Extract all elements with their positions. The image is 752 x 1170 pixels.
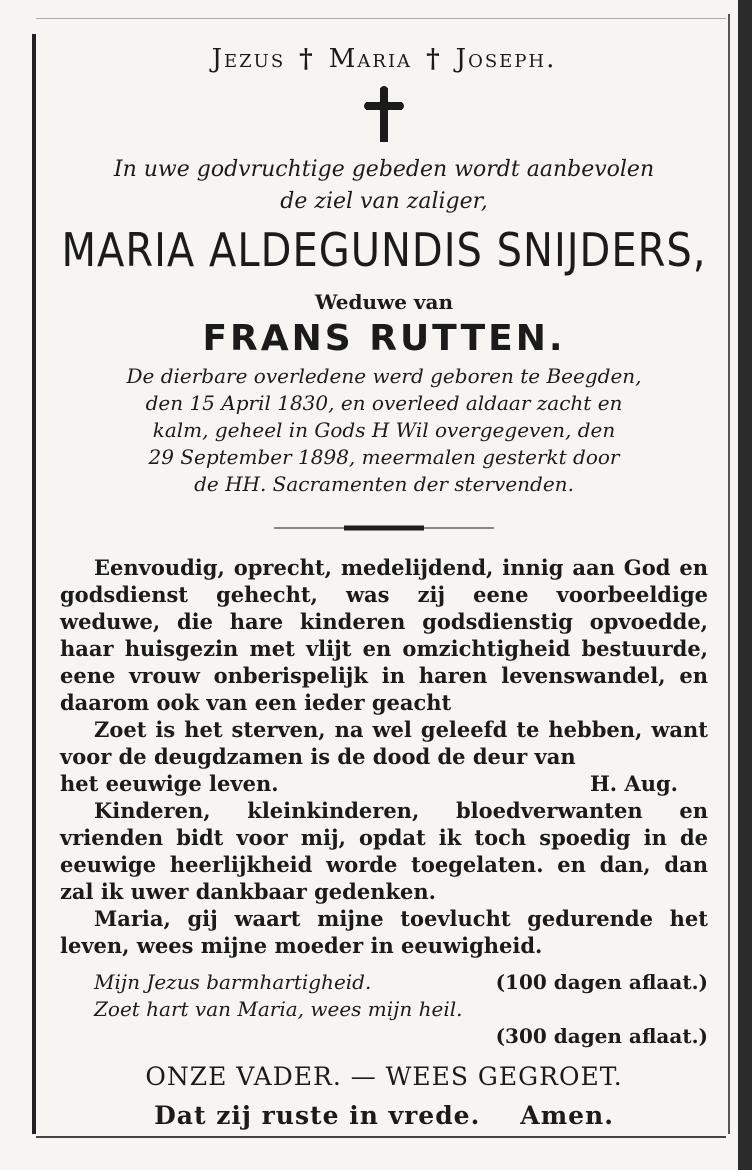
frame-bottom-rule — [36, 1136, 726, 1138]
deceased-name: MARIA ALDEGUNDIS SNIJDERS, — [61, 224, 707, 278]
bio-line-3: kalm, geheel in Gods H Wil overgegeven, den — [152, 418, 616, 442]
frame-left-rule — [32, 34, 36, 1134]
spouse-name: FRANS RUTTEN. — [202, 318, 566, 359]
bio-line-1: De dierbare overledene werd geboren te Beegden, — [126, 364, 642, 388]
header-separator-1: † — [299, 44, 315, 74]
prayer-row-1 — [94, 969, 708, 996]
bio-line-5: de HH. Sacramenten der stervenden. — [194, 472, 574, 496]
intro-line-2: de ziel van zaliger, — [280, 189, 488, 214]
ornamental-divider — [274, 524, 494, 532]
bio-line-4: 29 September 1898, meermalen gesterkt door — [148, 445, 620, 469]
memorial-card — [60, 40, 708, 1130]
scan-edge-shadow — [738, 0, 752, 1170]
eulogy-paragraph-2-end — [60, 770, 708, 797]
prayer-line-2: Zoet hart van Maria, wees mijn heil. — [94, 997, 463, 1021]
header-holy-family — [60, 44, 708, 74]
header-joseph: Joseph. — [455, 44, 557, 74]
final-blessing — [60, 1101, 708, 1130]
bio-line-2: den 15 April 1830, en overleed aldaar zacht en — [145, 391, 623, 415]
widow-of-label: Weduwe van — [314, 290, 454, 314]
header-jezus: Jezus — [211, 44, 286, 74]
eulogy-paragraph-4: Maria, gij waart mijne toevlucht gedurende het leven, wees mijne moeder in eeuwigheid. — [60, 906, 708, 958]
eulogy-paragraph-3: Kinderen, kleinkinderen, bloedverwanten en vrienden bidt voor mij, opdat ik toch spoedig in de eeuwige heerlijkheid worde toegelaten. en dan, dan zal ik uwer dankbaar gedenken. — [60, 798, 708, 904]
biography — [60, 363, 708, 498]
intro-text — [60, 154, 708, 218]
closing-prayers: ONZE VADER. — WEES GEGROET. — [145, 1062, 623, 1091]
intro-line-1: In uwe godvruchtige gebeden wordt aanbevolen — [113, 157, 655, 182]
prayer-line-2-indulgence: (300 dagen aflaat.) — [495, 1024, 708, 1048]
ejaculatory-prayers — [60, 969, 708, 1050]
header-maria: Maria — [328, 44, 413, 74]
amen: Amen. — [520, 1101, 614, 1130]
eulogy-paragraph-2: Zoet is het sterven, na wel geleefd te hebben, want voor de deugdzamen is de dood de deur van — [60, 717, 708, 769]
header-separator-2: † — [426, 44, 442, 74]
prayer-line-1-indulgence: (100 dagen aflaat.) — [495, 970, 708, 994]
rest-in-peace: Dat zij ruste in vrede. — [154, 1101, 481, 1130]
eulogy-paragraph-2-last: het eeuwige leven. — [60, 771, 279, 796]
quote-source: H. Aug. — [589, 771, 678, 796]
eulogy-body — [60, 554, 708, 959]
cross-icon — [364, 86, 404, 144]
prayer-line-1: Mijn Jezus barmhartigheid. — [94, 970, 372, 994]
frame-right-rule — [728, 14, 730, 1134]
prayer-row-2 — [94, 996, 708, 1023]
frame-top-rule — [36, 18, 726, 19]
eulogy-paragraph-1: Eenvoudig, oprecht, medelijdend, innig aan God en godsdienst gehecht, was zij eene voorbeeldige weduwe, die hare kinderen godsdienstig opvoedde, haar huisgezin met vlijt en omzichtigheid bestuurde, eene vrouw onberispelijk in haren levenswandel, en daarom ook van een ieder geacht — [60, 555, 708, 715]
